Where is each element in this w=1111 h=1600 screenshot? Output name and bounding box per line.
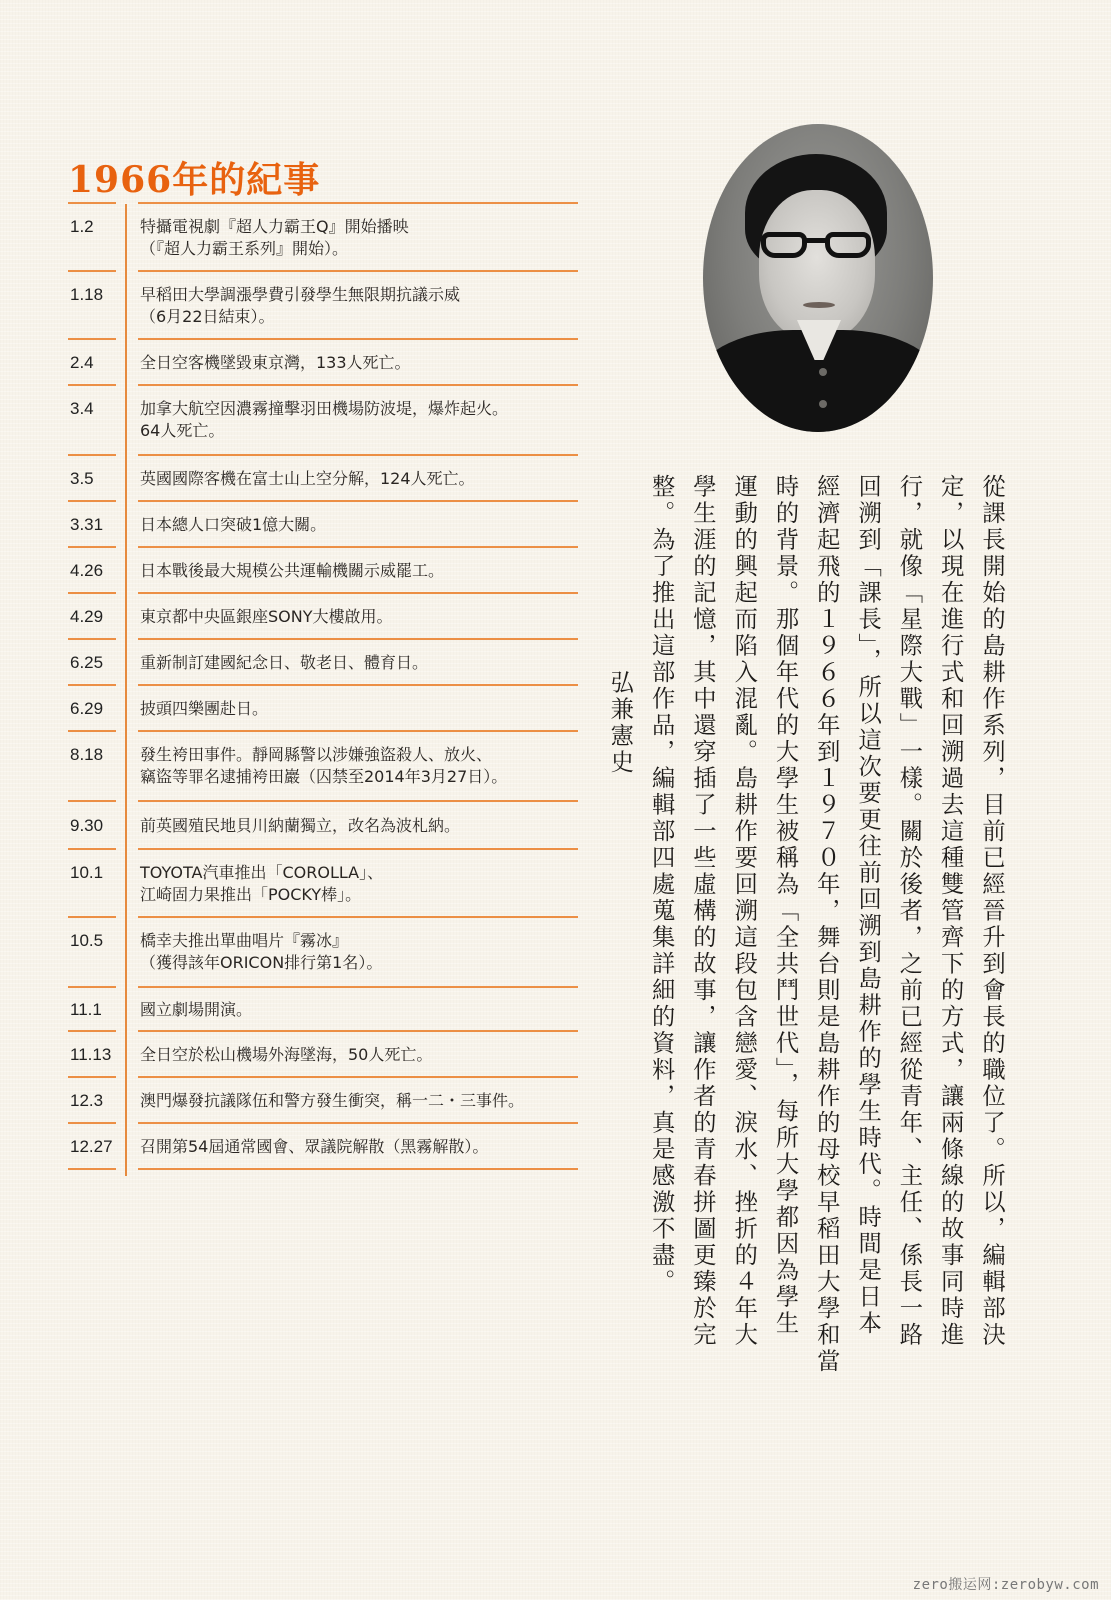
timeline-event	[138, 594, 578, 628]
timeline-event-line: 日本總人口突破1億大關。	[140, 515, 327, 534]
timeline-date: 1.2	[70, 217, 94, 236]
afterword-column: 整。為了推出這部作品，編輯部四處蒐集詳細的資料，真是感激不盡。	[647, 474, 675, 1296]
row-divider	[68, 1168, 116, 1170]
timeline-event-line: 重新制訂建國紀念日、敬老日、體育日。	[140, 653, 429, 672]
timeline-row	[68, 548, 578, 594]
timeline-event-line: 東京都中央區銀座SONY大樓啟用。	[140, 607, 393, 626]
afterword-column: 經濟起飛的１９６６年到１９７０年，舞台則是島耕作的母校早稻田大學和當	[812, 474, 840, 1375]
timeline-date: 4.29	[70, 607, 104, 626]
timeline-event-line: 發生袴田事件。靜岡縣警以涉嫌強盜殺人、放火、	[140, 745, 493, 764]
timeline-event-line: 澳門爆發抗議隊伍和警方發生衝突，稱一二・三事件。	[140, 1091, 525, 1110]
timeline-date: 6.25	[70, 653, 104, 672]
timeline-event	[138, 502, 578, 536]
afterword-column: 行，就像「星際大戰」一樣。關於後者，之前已經從青年、主任、係長一路	[895, 474, 923, 1349]
timeline-date: 10.5	[70, 931, 104, 950]
timeline-event-line: 英國國際客機在富士山上空分解，124人死亡。	[140, 469, 475, 488]
timeline-event	[138, 1124, 578, 1158]
timeline-event	[138, 732, 578, 788]
timeline-event	[138, 272, 578, 328]
timeline-date: 6.29	[70, 699, 104, 718]
timeline-event-line: 日本戰後最大規模公共運輸機關示威罷工。	[140, 561, 445, 580]
timeline-row	[68, 204, 578, 272]
timeline-event-line: 全日空於松山機場外海墜海，50人死亡。	[140, 1045, 433, 1064]
timeline-event-line: 全日空客機墜毀東京灣，133人死亡。	[140, 353, 411, 372]
timeline-row	[68, 272, 578, 340]
timeline-date: 12.3	[70, 1091, 104, 1110]
timeline-date: 4.26	[70, 561, 104, 580]
afterword-column: 時的背景。那個年代的大學生被稱為「全共鬥世代」，每所大學都因為學生	[771, 474, 799, 1337]
timeline-row	[68, 1032, 578, 1078]
afterword-column: 學生涯的記憶，其中還穿插了一些虛構的故事，讓作者的青春拼圖更臻於完	[688, 474, 716, 1349]
timeline-event-line: 國立劇場開演。	[140, 1000, 253, 1019]
timeline-date: 11.13	[70, 1045, 112, 1064]
author-signature: 弘兼憲史	[606, 670, 634, 776]
timeline-event-line: （6月22日結束）。	[140, 307, 275, 326]
glasses-icon	[825, 232, 871, 258]
timeline-event-line: （獲得該年ORICON排行第1名）。	[140, 953, 383, 972]
portrait-mouth	[803, 302, 835, 308]
timeline-row	[68, 850, 578, 918]
timeline-event	[138, 850, 578, 906]
timeline-row	[68, 1078, 578, 1124]
timeline-row	[68, 386, 578, 456]
timeline-row	[68, 918, 578, 988]
timeline-row	[68, 802, 578, 850]
timeline-row	[68, 594, 578, 640]
afterword-column: 運動的興起而陷入混亂。島耕作要回溯這段包含戀愛、淚水、挫折的４年大	[730, 474, 758, 1349]
timeline-date: 10.1	[70, 863, 104, 882]
timeline-event-line: 早稻田大學調漲學費引發學生無限期抗議示威	[140, 285, 461, 304]
timeline-event	[138, 686, 578, 720]
timeline-row	[68, 686, 578, 732]
timeline-event-line: TOYOTA汽車推出「COROLLA」、	[140, 863, 384, 882]
timeline-date: 3.31	[70, 515, 104, 534]
timeline-row	[68, 456, 578, 502]
page-title: 1966年的紀事	[68, 159, 321, 201]
afterword-vertical-text	[606, 474, 1012, 1375]
timeline-date: 11.1	[70, 1000, 102, 1019]
uniform-button-icon	[819, 400, 827, 408]
timeline-table	[68, 204, 578, 1170]
timeline-event	[138, 988, 578, 1021]
timeline-row	[68, 1124, 578, 1170]
timeline-event	[138, 1032, 578, 1066]
timeline-event	[138, 1078, 578, 1112]
portrait-photo	[703, 124, 933, 432]
row-divider	[138, 1168, 578, 1170]
timeline-date: 8.18	[70, 745, 104, 764]
timeline-event	[138, 640, 578, 674]
timeline-row	[68, 988, 578, 1032]
timeline-event-line: （『超人力霸王系列』開始）。	[140, 239, 349, 258]
timeline-event-line: 竊盜等罪名逮捕袴田巖（囚禁至2014年3月27日）。	[140, 767, 508, 786]
timeline-event-line: 64人死亡。	[140, 421, 225, 440]
timeline-event-line: 前英國殖民地貝川納蘭獨立，改名為波札納。	[140, 816, 461, 835]
timeline-event-line: 橋幸夫推出單曲唱片『霧冰』	[140, 931, 349, 950]
timeline-date: 1.18	[70, 285, 104, 304]
timeline-date: 3.4	[70, 399, 94, 418]
uniform-button-icon	[819, 368, 827, 376]
afterword-column: 回溯到「課長」，所以這次要更往前回溯到島耕作的學生時代。時間是日本	[854, 474, 882, 1337]
timeline-row	[68, 640, 578, 686]
timeline-event	[138, 204, 578, 260]
glasses-icon	[761, 232, 807, 258]
afterword-column: 定，以現在進行式和回溯過去這種雙管齊下的方式，讓兩條線的故事同時進	[936, 474, 964, 1349]
glasses-bridge	[805, 238, 827, 243]
afterword-column: 從課長開始的島耕作系列，目前已經晉升到會長的職位了。所以，編輯部決	[978, 474, 1005, 1349]
portrait-face	[759, 190, 875, 340]
timeline-row	[68, 340, 578, 386]
timeline-event	[138, 456, 578, 490]
timeline-event-line: 特攝電視劇『超人力霸王Q』開始播映	[140, 217, 409, 236]
watermark: zero搬运网:zerobyw.com	[912, 1577, 1099, 1593]
timeline-event	[138, 918, 578, 974]
timeline-event	[138, 548, 578, 582]
timeline-date: 9.30	[70, 816, 104, 835]
timeline-row	[68, 502, 578, 548]
timeline-date: 2.4	[70, 353, 94, 372]
timeline-event	[138, 802, 578, 837]
timeline-row	[68, 732, 578, 802]
timeline-event-line: 江崎固力果推出「POCKY棒」。	[140, 885, 362, 904]
timeline-event-line: 召開第54屆通常國會、眾議院解散（黑霧解散）。	[140, 1137, 489, 1156]
timeline-date: 3.5	[70, 469, 94, 488]
timeline-date: 12.27	[70, 1137, 113, 1156]
timeline-event	[138, 386, 578, 442]
timeline-event-line: 披頭四樂團赴日。	[140, 699, 269, 718]
timeline-event-line: 加拿大航空因濃霧撞擊羽田機場防波堤，爆炸起火。	[140, 399, 509, 418]
timeline-event	[138, 340, 578, 374]
